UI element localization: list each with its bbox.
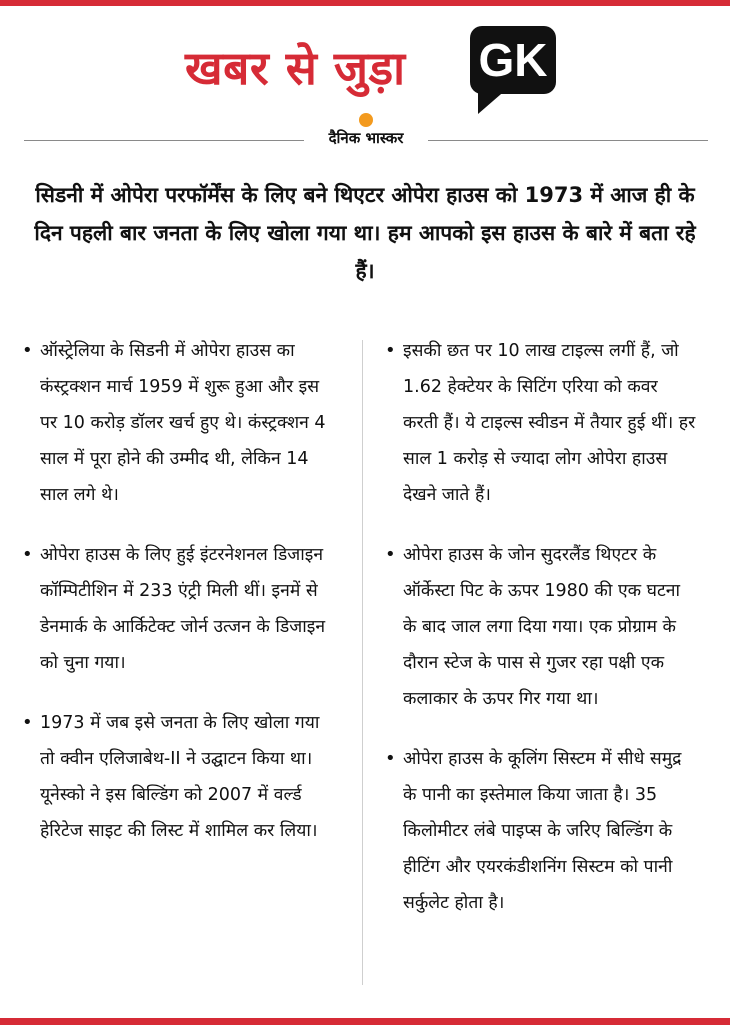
list-item-text: इसकी छत पर 10 लाख टाइल्स लगीं हैं, जो 1.62 हेक्टेयर के सिटिंग एरिया को कवर करती हैं। ये टाइल्स स्वीडन में तैयार हुई थीं। हर साल 1 करोड़ से ज्यादा लोग ओपेरा हाउस देखने जाते हैं। <box>403 341 696 505</box>
gk-speech-bubble-icon: GK <box>470 26 556 94</box>
list-item <box>20 705 335 849</box>
list-item <box>383 333 698 513</box>
list-item-text: ओपेरा हाउस के कूलिंग सिस्टम में सीधे समुद्र के पानी का इस्तेमाल किया जाता है। 35 किलोमीटर लंबे पाइप्स के जरिए बिल्डिंग के हीटिंग और एयरकंडीशनिंग सिस्टम को पानी सर्कुलेट होता है। <box>403 749 682 913</box>
intro-paragraph: सिडनी में ओपेरा परफॉर्मेंस के लिए बने थिएटर ओपेरा हाउस को 1973 में आज ही के दिन पहली बार जनता के लिए खोला गया था। हम आपको इस हाउस के बारे में बता रहे हैं। <box>34 183 696 283</box>
bullet-icon: • <box>22 712 33 733</box>
speech-bubble-tail <box>478 88 508 114</box>
list-item-text: ऑस्ट्रेलिया के सिडनी में ओपेरा हाउस का कंस्ट्रक्शन मार्च 1959 में शुरू हुआ और इस पर 10 करोड़ डॉलर खर्च हुए थे। कंस्ट्रक्शन 4 साल में पूरा होने की उम्मीद थी, लेकिन 14 साल लगे थे। <box>40 341 326 505</box>
left-column <box>20 333 335 873</box>
bullet-icon: • <box>385 340 396 361</box>
right-column <box>383 333 698 945</box>
divider-right <box>428 140 708 141</box>
header <box>0 18 730 118</box>
page-title: खबर से जुड़ा <box>185 41 406 95</box>
list-item-text: ओपेरा हाउस के लिए हुई इंटरनेशनल डिजाइन कॉम्पिटीशिन में 233 एंट्री मिली थीं। इनमें से डेनमार्क के आर्किटेक्ट जोर्न उत्जन के डिजाइन को चुना गया। <box>40 545 326 673</box>
list-item <box>20 537 335 681</box>
list-item <box>383 741 698 921</box>
bullet-icon: • <box>22 340 33 361</box>
bullet-icon: • <box>22 544 33 565</box>
list-item-text: ओपेरा हाउस के जोन सुदरलैंड थिएटर के ऑर्केस्टा पिट के ऊपर 1980 की एक घटना के बाद जाल लगा दिया गया। एक प्रोग्राम के दौरान स्टेज के पास से गुजर रहा पक्षी एक कलाकार के ऊपर गिर गया था। <box>403 545 681 709</box>
list-item <box>20 333 335 513</box>
brand-logo: दैनिक भास्कर <box>328 129 404 147</box>
divider-left <box>24 140 304 141</box>
sun-dot-icon <box>359 113 373 127</box>
bullet-icon: • <box>385 544 396 565</box>
top-accent-bar <box>0 0 730 6</box>
bottom-accent-bar <box>0 1018 730 1025</box>
list-item-text: 1973 में जब इसे जनता के लिए खोला गया तो क्वीन एलिजाबेथ-II ने उद्घाटन किया था। यूनेस्को ने इस बिल्डिंग को 2007 में वर्ल्ड हेरिटेज साइट की लिस्ट में शामिल कर लिया। <box>40 713 320 841</box>
list-item <box>383 537 698 717</box>
column-divider <box>362 340 363 985</box>
bullet-icon: • <box>385 748 396 769</box>
